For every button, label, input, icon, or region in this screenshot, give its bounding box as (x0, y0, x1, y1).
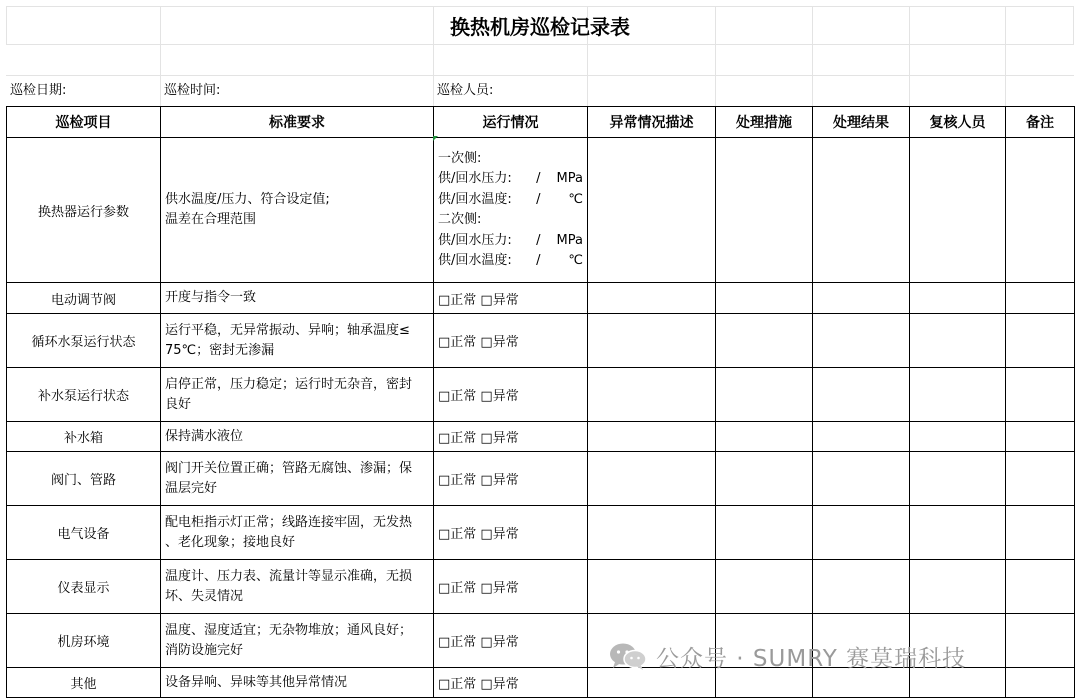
standard-line: 温层完好 (165, 480, 218, 496)
row-standard (161, 314, 434, 368)
row-standard (161, 368, 434, 422)
slash: / (536, 171, 541, 186)
remarks-cell[interactable] (1006, 452, 1075, 506)
result-cell[interactable] (813, 560, 910, 614)
standard-line: 坏、失灵情况 (165, 588, 244, 604)
blank-row (6, 45, 1074, 76)
temp-unit: ℃ (568, 191, 583, 207)
standard-line: 良好 (165, 396, 192, 412)
slash: / (536, 253, 541, 268)
row-status-checkbox[interactable]: □正常 □异常 (434, 614, 588, 668)
slash: / (536, 232, 541, 248)
standard-line: 开度与指令一致 (165, 290, 257, 305)
row-standard (161, 422, 434, 452)
measures-cell[interactable] (716, 560, 813, 614)
slash: / (536, 191, 541, 207)
reviewer-cell[interactable] (910, 452, 1006, 506)
measures-cell[interactable] (716, 452, 813, 506)
reviewer-cell[interactable] (910, 283, 1006, 314)
abnormal-desc-cell[interactable] (588, 452, 716, 506)
row-item: 其他 (7, 668, 161, 698)
row-item: 补水泵运行状态 (7, 368, 161, 422)
reviewer-cell[interactable] (910, 314, 1006, 368)
row-item: 仪表显示 (7, 560, 161, 614)
row-standard (161, 138, 434, 283)
temp-label: 供/回水温度: (438, 253, 512, 268)
standard-line: 运行平稳，无异常振动、异响；轴承温度≤ (165, 322, 410, 338)
date-label: 巡检日期: (10, 83, 67, 98)
remarks-cell[interactable] (1006, 560, 1075, 614)
row-item: 电气设备 (7, 506, 161, 560)
row-standard (161, 614, 434, 668)
row-item: 循环水泵运行状态 (7, 314, 161, 368)
remarks-cell[interactable] (1006, 668, 1075, 698)
row-standard (161, 283, 434, 314)
row-standard (161, 506, 434, 560)
row-item: 补水箱 (7, 422, 161, 452)
result-cell[interactable] (813, 314, 910, 368)
row-status-checkbox[interactable]: □正常 □异常 (434, 314, 588, 368)
measures-cell[interactable] (716, 422, 813, 452)
header-item: 巡检项目 (7, 107, 161, 138)
remarks-cell[interactable] (1006, 506, 1075, 560)
measures-cell[interactable] (716, 506, 813, 560)
header-result: 处理结果 (813, 107, 910, 138)
row-status-checkbox[interactable]: □正常 □异常 (434, 668, 588, 698)
result-cell[interactable] (813, 506, 910, 560)
wechat-icon (608, 641, 648, 671)
watermark-text: 公众号 · SUMRY 赛莫瑞科技 (656, 645, 967, 672)
inspection-table (6, 106, 1075, 698)
standard-line: 阀门开关位置正确；管路无腐蚀、渗漏；保 (165, 460, 413, 476)
abnormal-desc-cell[interactable] (588, 422, 716, 452)
row-status-params[interactable] (434, 138, 588, 283)
result-cell[interactable] (813, 452, 910, 506)
row-item: 机房环境 (7, 614, 161, 668)
primary-side-label: 一次侧: (438, 150, 482, 166)
reviewer-cell[interactable] (910, 506, 1006, 560)
cell-comment-mark (433, 136, 438, 141)
header-reviewer: 复核人员 (910, 107, 1006, 138)
row-status-checkbox[interactable]: □正常 □异常 (434, 283, 588, 314)
standard-line: 启停正常，压力稳定；运行时无杂音，密封 (165, 376, 413, 392)
measures-cell[interactable] (716, 138, 813, 283)
pressure-label: 供/回水压力: (438, 232, 512, 248)
temp-unit: ℃ (568, 253, 583, 268)
row-status-checkbox[interactable]: □正常 □异常 (434, 368, 588, 422)
row-status-checkbox[interactable]: □正常 □异常 (434, 506, 588, 560)
table-row (7, 560, 1075, 614)
row-standard (161, 452, 434, 506)
reviewer-cell[interactable] (910, 138, 1006, 283)
remarks-cell[interactable] (1006, 614, 1075, 668)
standard-line: 消防设施完好 (165, 642, 244, 658)
header-row (7, 107, 1075, 138)
meta-row (6, 76, 1074, 106)
measures-cell[interactable] (716, 368, 813, 422)
standard-line: 保持满水液位 (165, 428, 244, 444)
row-standard (161, 668, 434, 698)
table-row (7, 283, 1075, 314)
header-abnormal-desc: 异常情况描述 (588, 107, 716, 138)
remarks-cell[interactable] (1006, 422, 1075, 452)
reviewer-cell[interactable] (910, 422, 1006, 452)
abnormal-desc-cell[interactable] (588, 283, 716, 314)
pressure-unit: MPa (556, 171, 583, 186)
secondary-side-label: 二次侧: (438, 212, 482, 227)
abnormal-desc-cell[interactable] (588, 560, 716, 614)
standard-line: 、老化现象；接地良好 (165, 534, 296, 550)
standard-line: 75℃；密封无渗漏 (165, 342, 275, 358)
measures-cell[interactable] (716, 283, 813, 314)
pressure-label: 供/回水压力: (438, 171, 512, 186)
standard-line: 配电柜指示灯正常；线路连接牢固，无发热 (165, 514, 413, 530)
table-row (7, 368, 1075, 422)
row-standard (161, 560, 434, 614)
time-label: 巡检时间: (164, 83, 221, 98)
standard-line: 供水温度/压力、符合设定值; (165, 192, 330, 207)
row-item: 阀门、管路 (7, 452, 161, 506)
table-row (7, 422, 1075, 452)
row-status-checkbox[interactable]: □正常 □异常 (434, 560, 588, 614)
remarks-cell[interactable] (1006, 283, 1075, 314)
header-standard: 标准要求 (161, 107, 434, 138)
reviewer-cell[interactable] (910, 560, 1006, 614)
sheet-title: 换热机房巡检记录表 (6, 6, 1074, 45)
table-row (7, 452, 1075, 506)
standard-line: 温度、湿度适宜；无杂物堆放；通风良好； (165, 622, 413, 638)
abnormal-desc-cell[interactable] (588, 138, 716, 283)
abnormal-desc-cell[interactable] (588, 314, 716, 368)
row-status-checkbox[interactable]: □正常 □异常 (434, 422, 588, 452)
remarks-cell[interactable] (1006, 138, 1075, 283)
row-status-checkbox[interactable]: □正常 □异常 (434, 452, 588, 506)
standard-line: 设备异响、异味等其他异常情况 (165, 674, 348, 690)
table-row (7, 314, 1075, 368)
header-measures: 处理措施 (716, 107, 813, 138)
result-cell[interactable] (813, 138, 910, 283)
standard-line: 温差在合理范围 (165, 212, 257, 227)
row-item: 电动调节阀 (7, 283, 161, 314)
temp-label: 供/回水温度: (438, 191, 512, 207)
remarks-cell[interactable] (1006, 368, 1075, 422)
result-cell[interactable] (813, 422, 910, 452)
standard-line: 温度计、压力表、流量计等显示准确，无损 (165, 568, 413, 584)
result-cell[interactable] (813, 368, 910, 422)
abnormal-desc-cell[interactable] (588, 506, 716, 560)
row-item: 换热器运行参数 (7, 138, 161, 283)
result-cell[interactable] (813, 283, 910, 314)
header-remarks: 备注 (1006, 107, 1075, 138)
remarks-cell[interactable] (1006, 314, 1075, 368)
inspector-label: 巡检人员: (437, 83, 494, 98)
watermark (608, 641, 966, 671)
table-row (7, 506, 1075, 560)
header-status: 运行情况 (434, 107, 588, 138)
pressure-unit: MPa (556, 232, 583, 248)
table-row (7, 138, 1075, 283)
reviewer-cell[interactable] (910, 368, 1006, 422)
measures-cell[interactable] (716, 314, 813, 368)
abnormal-desc-cell[interactable] (588, 368, 716, 422)
